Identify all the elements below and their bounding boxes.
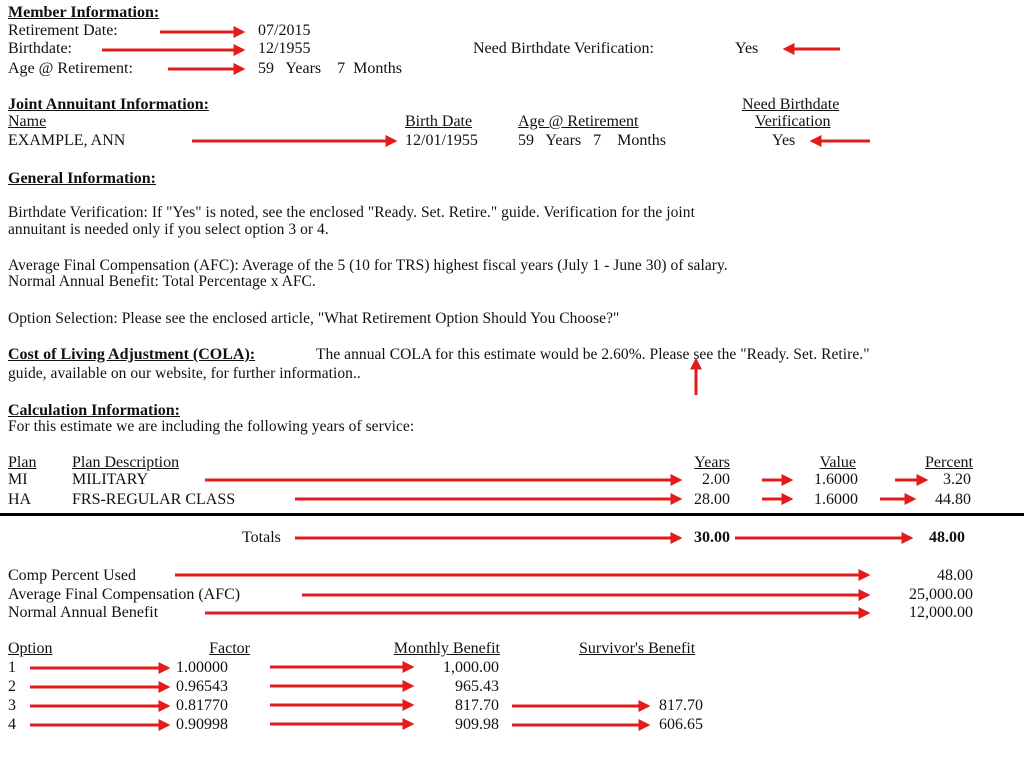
plan-desc: MILITARY: [72, 471, 149, 488]
joint-verification-header: Verification: [755, 113, 831, 130]
option-factor: 0.81770: [176, 697, 228, 714]
general-p2-line2: Normal Annual Benefit: Total Percentage x AFC.: [8, 273, 316, 290]
summary-label: Average Final Compensation (AFC): [8, 586, 241, 603]
option-survivor: 817.70: [659, 697, 703, 714]
retirement-date-label: Retirement Date:: [8, 22, 118, 39]
option-number: 4: [8, 716, 16, 733]
general-p3: Option Selection: Please see the enclosed article, "What Retirement Option Should You Choose?": [8, 310, 620, 327]
summary-value: 12,000.00: [909, 604, 973, 621]
joint-birth-header: Birth Date: [405, 113, 473, 130]
plan-code: HA: [8, 491, 32, 508]
cola-line1: The annual COLA for this estimate would be 2.60%. Please see the "Ready. Set. Retire.": [316, 346, 870, 363]
plan-years: 28.00: [694, 491, 730, 508]
need-verification-value: Yes: [735, 40, 759, 57]
plan-years: 2.00: [702, 471, 730, 488]
joint-need-header: Need Birthdate: [742, 96, 840, 113]
option-factor: 0.90998: [176, 716, 228, 733]
cola-line2: guide, available on our website, for further information..: [8, 365, 361, 382]
general-p2-line1: Average Final Compensation (AFC): Average of the 5 (10 for TRS) highest fiscal years (July 1 - June 30) of salary.: [8, 257, 728, 274]
monthly-header: Monthly Benefit: [393, 640, 500, 657]
survivor-header: Survivor's Benefit: [579, 640, 696, 657]
plan-percent: 44.80: [935, 491, 971, 508]
totals-years: 30.00: [694, 529, 730, 546]
cola-heading: Cost of Living Adjustment (COLA):: [8, 346, 256, 363]
joint-name-header: Name: [8, 113, 47, 130]
general-heading: General Information:: [8, 170, 156, 187]
option-monthly: 1,000.00: [443, 659, 499, 676]
joint-age-header: Age @ Retirement: [518, 113, 639, 130]
joint-age-value: 59 Years 7 Months: [518, 132, 667, 149]
value-header: Value: [819, 454, 856, 471]
option-survivor: 606.65: [659, 716, 703, 733]
totals-label: Totals: [242, 529, 281, 546]
option-factor: 1.00000: [176, 659, 228, 676]
option-number: 2: [8, 678, 16, 695]
option-monthly: 817.70: [455, 697, 499, 714]
general-p1-line2: annuitant is needed only if you select option 3 or 4.: [8, 221, 329, 238]
birthdate-label: Birthdate:: [8, 40, 72, 57]
joint-heading: Joint Annuitant Information:: [8, 96, 209, 113]
plan-value: 1.6000: [814, 491, 858, 508]
factor-header: Factor: [209, 640, 250, 657]
option-header: Option: [8, 640, 53, 657]
age-at-retirement-label: Age @ Retirement:: [8, 60, 133, 77]
section-divider: [0, 513, 1024, 516]
joint-verify-value: Yes: [772, 132, 796, 149]
option-number: 1: [8, 659, 16, 676]
general-p1-line1: Birthdate Verification: If "Yes" is noted, see the enclosed "Ready. Set. Retire." guide. Verification for the joint: [8, 204, 695, 221]
joint-birth-value: 12/01/1955: [405, 132, 478, 149]
summary-label: Comp Percent Used: [8, 567, 136, 584]
summary-value: 48.00: [937, 567, 973, 584]
plan-percent: 3.20: [943, 471, 971, 488]
birthdate-value: 12/1955: [258, 40, 311, 57]
summary-value: 25,000.00: [909, 586, 973, 603]
option-number: 3: [8, 697, 16, 714]
years-header: Years: [694, 454, 730, 471]
joint-name-value: EXAMPLE, ANN: [8, 132, 126, 149]
member-heading: Member Information:: [8, 4, 160, 21]
percent-header: Percent: [925, 454, 973, 471]
option-monthly: 965.43: [455, 678, 499, 695]
need-verification-label: Need Birthdate Verification:: [473, 40, 654, 57]
option-factor: 0.96543: [176, 678, 228, 695]
plan-value: 1.6000: [814, 471, 858, 488]
retirement-date-value: 07/2015: [258, 22, 311, 39]
plan-header: Plan: [8, 454, 37, 471]
summary-label: Normal Annual Benefit: [8, 604, 159, 621]
calc-intro: For this estimate we are including the following years of service:: [8, 418, 415, 435]
option-monthly: 909.98: [455, 716, 499, 733]
calc-heading: Calculation Information:: [8, 402, 180, 419]
plan-code: MI: [8, 471, 28, 488]
age-at-retirement-value: 59 Years 7 Months: [258, 60, 403, 77]
plan-desc-header: Plan Description: [72, 454, 180, 471]
plan-desc: FRS-REGULAR CLASS: [72, 491, 236, 508]
totals-percent: 48.00: [929, 529, 965, 546]
